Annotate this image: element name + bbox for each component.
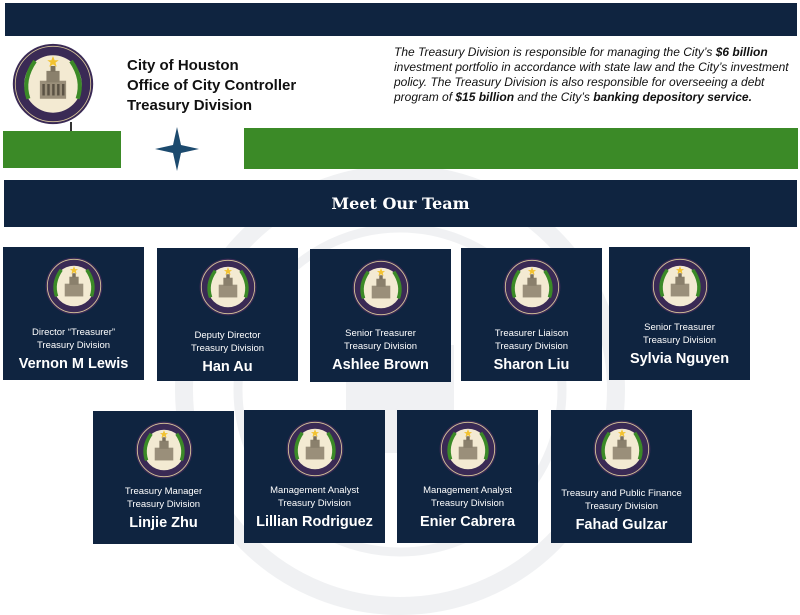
watermark-seal-icon bbox=[175, 165, 625, 615]
member-role: Treasurer Liaison bbox=[494, 328, 569, 339]
banner-title: Meet Our Team bbox=[331, 194, 470, 213]
description-text-1: The Treasury Division is responsible for managing the City’s bbox=[394, 45, 716, 59]
member-division: Treasury Division bbox=[494, 341, 569, 352]
member-info bbox=[157, 329, 298, 377]
member-name: Ashlee Brown bbox=[332, 357, 429, 373]
city-controller-seal-icon bbox=[135, 421, 193, 479]
member-name: Fahad Gulzar bbox=[575, 517, 668, 533]
member-division: Treasury Division bbox=[126, 499, 201, 510]
member-role: Senior Treasurer bbox=[345, 328, 416, 339]
member-name: Lillian Rodriguez bbox=[256, 514, 373, 530]
org-division: Treasury Division bbox=[127, 97, 253, 114]
member-info bbox=[310, 327, 451, 375]
green-bar-left bbox=[3, 131, 121, 168]
description-text-2: investment portfolio in accordance with state law and the City’s investment policy. The Treasury Division is also responsible for overseeing a debt program of bbox=[394, 60, 789, 104]
member-role: Management Analyst bbox=[270, 485, 359, 496]
member-role: Treasury Manager bbox=[124, 486, 203, 497]
city-controller-seal-icon bbox=[651, 257, 709, 315]
city-controller-seal-icon bbox=[439, 420, 497, 478]
city-controller-seal-icon bbox=[352, 259, 410, 317]
member-info bbox=[461, 327, 602, 375]
member-name: Vernon M Lewis bbox=[18, 356, 129, 372]
team-member-card bbox=[3, 247, 144, 380]
member-division: Treasury Division bbox=[642, 335, 717, 346]
team-member-card bbox=[551, 410, 692, 543]
member-role: Deputy Director bbox=[194, 330, 261, 341]
org-title-block bbox=[127, 56, 296, 116]
city-controller-seal-icon bbox=[45, 257, 103, 315]
member-role: Director “Treasurer” bbox=[31, 327, 116, 338]
meet-our-team-banner bbox=[4, 180, 797, 227]
team-member-card bbox=[397, 410, 538, 543]
member-role: Treasury and Public Finance bbox=[561, 488, 682, 499]
member-info bbox=[551, 487, 692, 535]
member-name: Enier Cabrera bbox=[419, 514, 516, 530]
member-info bbox=[93, 485, 234, 533]
city-controller-seal-icon bbox=[12, 43, 94, 125]
city-controller-seal-icon bbox=[503, 258, 561, 316]
member-name: Linjie Zhu bbox=[129, 515, 198, 531]
description-text-3: and the City’s bbox=[514, 90, 594, 104]
member-role: Senior Treasurer bbox=[644, 322, 715, 333]
team-member-card bbox=[310, 249, 451, 382]
division-description bbox=[394, 45, 794, 105]
member-division: Treasury Division bbox=[36, 340, 111, 351]
member-name: Sharon Liu bbox=[493, 357, 570, 373]
org-office: Office of City Controller bbox=[127, 77, 297, 94]
team-member-card bbox=[609, 247, 750, 380]
member-division: Treasury Division bbox=[277, 498, 352, 509]
four-point-star-icon bbox=[155, 127, 199, 171]
member-division: Treasury Division bbox=[584, 501, 659, 512]
top-navy-bar bbox=[5, 3, 797, 36]
member-division: Treasury Division bbox=[190, 343, 265, 354]
team-member-card bbox=[93, 411, 234, 544]
member-info bbox=[397, 484, 538, 532]
member-division: Treasury Division bbox=[430, 498, 505, 509]
member-role: Management Analyst bbox=[423, 485, 512, 496]
member-info bbox=[609, 321, 750, 369]
team-member-card bbox=[244, 410, 385, 543]
org-city: City of Houston bbox=[127, 57, 239, 74]
team-member-card bbox=[461, 248, 602, 381]
member-name: Sylvia Nguyen bbox=[629, 351, 730, 367]
member-division: Treasury Division bbox=[343, 341, 418, 352]
city-controller-seal-icon bbox=[199, 258, 257, 316]
green-bar-right bbox=[244, 128, 798, 169]
member-info bbox=[3, 326, 144, 374]
description-bold-1: $6 billion bbox=[715, 45, 768, 59]
description-bold-2: $15 billion bbox=[455, 90, 515, 104]
city-controller-seal-icon bbox=[286, 420, 344, 478]
member-name: Han Au bbox=[202, 359, 253, 375]
city-controller-seal-icon bbox=[593, 420, 651, 478]
description-bold-3: banking depository service. bbox=[593, 90, 752, 104]
member-info bbox=[244, 484, 385, 532]
team-member-card bbox=[157, 248, 298, 381]
